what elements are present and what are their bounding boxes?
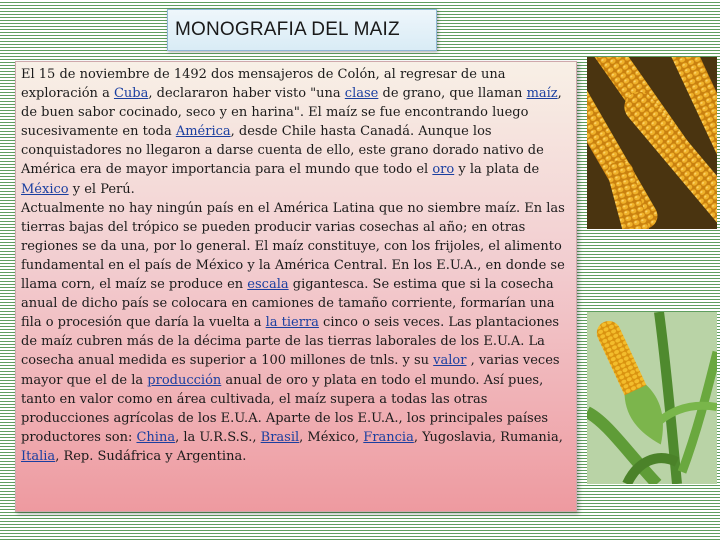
monograph-text-box [15,61,577,512]
link-escala[interactable]: escala [247,277,289,293]
text-run: gigantesca. Se estima que si la cosecha anual de dicho país se colocara en camiones de tamaño corriente, formarían una fila o procesión que daría la vuelta a [21,277,555,331]
link-oro[interactable]: oro [432,162,455,178]
page-title-box [167,9,437,51]
link-américa[interactable]: América [175,124,231,140]
text-run: cinco o seis veces. Las plantaciones de maíz cubren más de la décima parte de las tierras laborales de los E.U.A. La cosecha anual medida es superior a 100 millones de tnls. y su [21,315,560,369]
text-run: , Rep. Sudáfrica y Argentina. [55,448,247,464]
link-valor[interactable]: valor [433,353,467,369]
text-run: de grano, que llaman [378,86,527,102]
text-run: , desde Chile hasta Canadá. Aunque los conquistadores no llegaron a darse cuenta de ello, este grano dorado nativo de América era de mayor importancia para el mundo que todo el [21,124,544,178]
text-run: y la plata de [454,162,540,178]
page-title: MONOGRAFIA DEL MAIZ [175,19,400,40]
link-china[interactable]: China [136,429,176,445]
text-run: y el Perú. [68,181,135,197]
link-la-tierra[interactable]: la tierra [265,315,319,331]
text-run: , la U.R.S.S., [175,429,261,445]
text-run: , Yugoslavia, Rumania, [413,429,563,445]
text-run: anual de oro y plata en todo el mundo. Así pues, tanto en valor como en área cultivada, el maíz supera a todas las otras producciones agrícolas de los E.U.A. Aparte de los E.U.A., los principales países productores son: [21,372,549,445]
text-run: , de buen sabor cocinado, seco y en harina". El maíz se fue encontrando luego sucesivamente en toda [21,86,562,140]
text-run: , varias veces mayor que el de la [21,353,560,388]
link-brasil[interactable]: Brasil [260,429,300,445]
link-méxico[interactable]: México [21,181,69,197]
link-clase[interactable]: clase [344,86,379,102]
corn-plant-photo [587,312,717,484]
link-producción[interactable]: producción [147,372,222,388]
link-maíz[interactable]: maíz [526,86,558,102]
paragraph-history [21,65,572,199]
corn-cobs-photo [587,57,717,229]
link-cuba[interactable]: Cuba [113,86,149,102]
text-run: El 15 de noviembre de 1492 dos mensajeros de Colón, al regresar de una exploración a [21,67,506,102]
paragraph-production [21,199,572,466]
text-run: , México, [299,429,364,445]
link-francia[interactable]: Francia [363,429,414,445]
link-italia[interactable]: Italia [21,448,56,464]
text-run: Actualmente no hay ningún país en el América Latina que no siembre maíz. En las tierras bajas del trópico se pueden producir varias cosechas al año; en otras regiones se da una, por lo general. El maíz constituye, con los frijoles, el alimento fundamental en el país de México y la América Central. En los E.U.A., en donde se llama corn, el maíz se produce en [21,200,565,293]
text-run: , declararon haber visto "una [148,86,345,102]
